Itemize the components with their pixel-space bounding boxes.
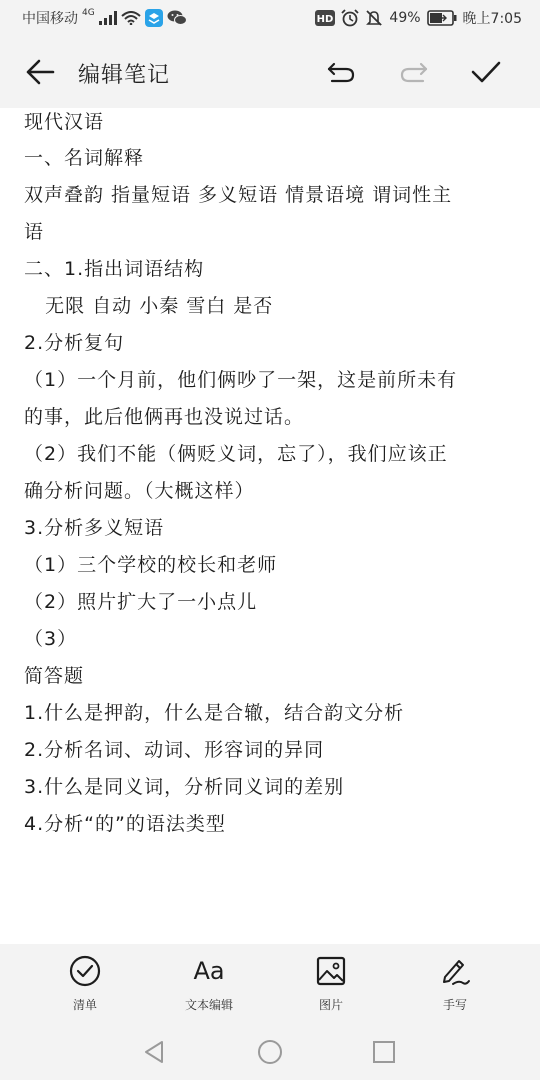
nav-back-icon bbox=[142, 1039, 166, 1065]
editor-toolbar bbox=[0, 944, 540, 1022]
checklist-icon bbox=[65, 954, 105, 988]
note-line: 双声叠韵 指量短语 多义短语 情景语境 谓词性主 bbox=[24, 184, 453, 206]
mute-icon bbox=[365, 9, 383, 27]
carrier-name: 中国移动 bbox=[22, 11, 78, 27]
handwriting-icon bbox=[435, 954, 475, 988]
nav-back-button[interactable] bbox=[138, 1036, 170, 1068]
image-button[interactable] bbox=[276, 944, 386, 1022]
svg-text:HD: HD bbox=[317, 14, 334, 25]
nav-recent-button[interactable] bbox=[368, 1036, 400, 1068]
image-icon bbox=[311, 954, 351, 988]
note-editor[interactable] bbox=[0, 108, 540, 944]
undo-icon bbox=[326, 60, 356, 84]
note-line: 二、1.指出词语结构 bbox=[24, 258, 205, 280]
done-button[interactable] bbox=[468, 54, 504, 90]
wifi-icon bbox=[121, 11, 141, 25]
note-line: 的事，此后他俩再也没说过话。 bbox=[24, 406, 305, 428]
nav-home-icon bbox=[256, 1038, 284, 1066]
text-format-icon bbox=[189, 954, 229, 988]
status-right bbox=[315, 0, 522, 36]
wechat-icon bbox=[167, 10, 187, 26]
clock: 晚上7:05 bbox=[462, 11, 522, 27]
note-line: （1）一个月前，他们俩吵了一架，这是前所未有 bbox=[24, 369, 458, 391]
redo-icon bbox=[399, 60, 429, 84]
checklist-label: 清单 bbox=[72, 998, 97, 1012]
note-line: （2）我们不能（俩贬义词，忘了），我们应该正 bbox=[24, 443, 448, 465]
note-line: （2）照片扩大了一小点儿 bbox=[24, 591, 258, 613]
note-line: 无限 自动 小秦 雪白 是否 bbox=[24, 295, 274, 317]
note-line: 语 bbox=[24, 221, 45, 243]
back-arrow-icon bbox=[25, 59, 55, 85]
note-line: 4.分析“的”的语法类型 bbox=[24, 813, 226, 835]
note-line: 确分析问题。（大概这样） bbox=[24, 480, 255, 502]
note-line: （3） bbox=[24, 628, 78, 650]
app-header bbox=[0, 36, 540, 108]
note-line: 现代汉语 bbox=[24, 111, 105, 133]
status-bar bbox=[0, 0, 540, 36]
system-navbar bbox=[0, 1022, 540, 1080]
handwriting-label: 手写 bbox=[442, 998, 467, 1012]
check-icon bbox=[470, 59, 502, 85]
note-line: 3.分析多义短语 bbox=[24, 517, 165, 539]
redo-button[interactable] bbox=[396, 54, 432, 90]
back-button[interactable] bbox=[22, 54, 58, 90]
note-line: 2.分析名词、动词、形容词的异同 bbox=[24, 739, 325, 761]
network-type: 4G bbox=[82, 8, 95, 18]
hd-icon bbox=[315, 10, 335, 26]
note-line: 一、名词解释 bbox=[24, 147, 145, 169]
battery-percent: 49% bbox=[389, 10, 421, 26]
note-line: 简答题 bbox=[24, 665, 85, 687]
undo-button[interactable] bbox=[323, 54, 359, 90]
note-line: （1）三个学校的校长和老师 bbox=[24, 554, 278, 576]
battery-icon bbox=[427, 10, 457, 26]
text-format-button[interactable] bbox=[154, 944, 264, 1022]
checklist-button[interactable] bbox=[30, 944, 140, 1022]
signal-icon bbox=[99, 11, 117, 25]
image-label: 图片 bbox=[318, 998, 343, 1012]
alarm-icon bbox=[341, 9, 359, 27]
note-line: 3.什么是同义词，分析同义词的差别 bbox=[24, 776, 345, 798]
app-badge-icon bbox=[145, 9, 163, 27]
page-title: 编辑笔记 bbox=[78, 63, 171, 88]
text-format-glyph: Aa bbox=[193, 957, 225, 985]
note-line: 2.分析复句 bbox=[24, 332, 125, 354]
status-left bbox=[22, 0, 187, 36]
nav-recent-icon bbox=[371, 1039, 397, 1065]
text-format-label: 文本编辑 bbox=[184, 998, 233, 1012]
handwriting-button[interactable] bbox=[400, 944, 510, 1022]
nav-home-button[interactable] bbox=[254, 1036, 286, 1068]
note-line: 1.什么是押韵，什么是合辙，结合韵文分析 bbox=[24, 702, 405, 724]
